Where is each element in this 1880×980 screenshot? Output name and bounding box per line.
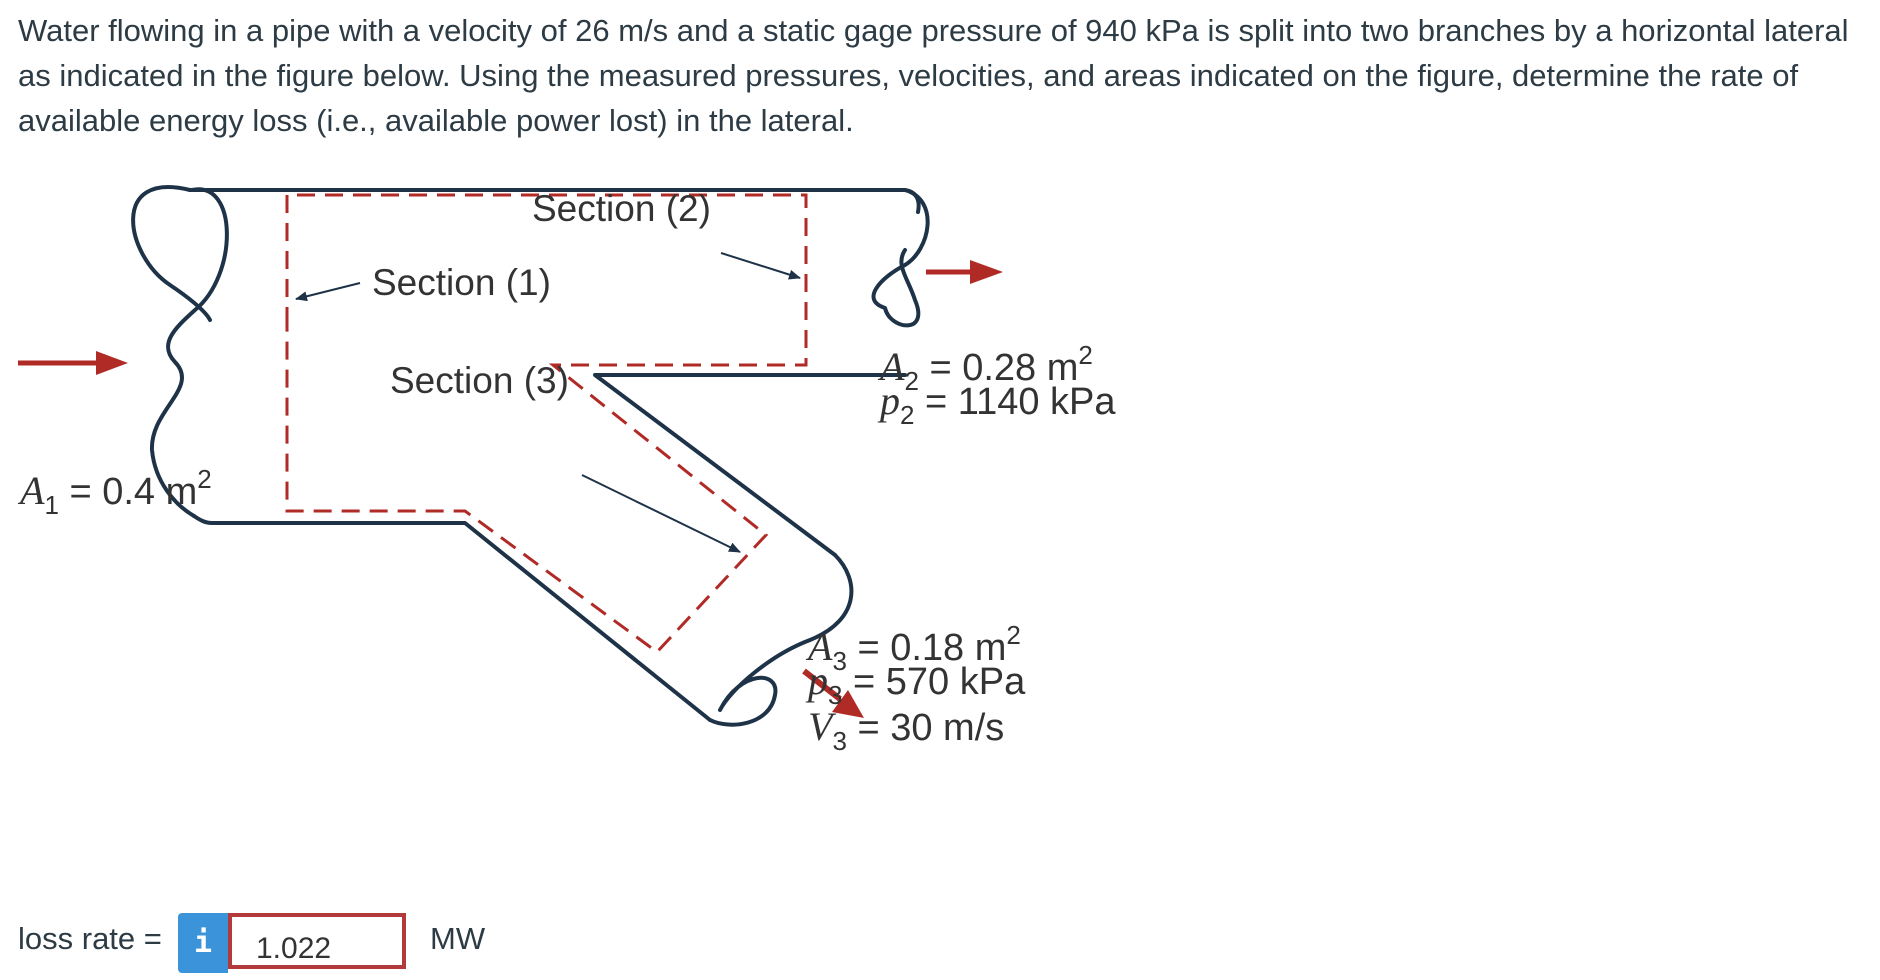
area2-label: $A_2 = 0.28$ $m^2$ (880, 340, 1093, 396)
section3-leader (582, 475, 740, 552)
loss-rate-input[interactable]: 1.022 (228, 913, 406, 969)
area1-label: $A_1 = 0.4$ $m^2$ (20, 464, 212, 520)
inlet-arrowhead-icon (96, 351, 128, 375)
pressure3-label: $p_3 = 570$ kPa (808, 658, 1026, 710)
section2-label: Section (2) (532, 188, 711, 229)
branch-lower-edge (194, 516, 710, 720)
loss-rate-label: loss rate = (18, 921, 162, 956)
section3-label: Section (3) (390, 360, 569, 401)
section1-label: Section (1) (372, 262, 551, 303)
problem-statement: Water flowing in a pipe with a velocity of 26 m/s and a static gage pressure of 940 kPa is split into two branches by a horizontal lateral as indicated in the figure below. Using the measured pressures, velocities, and areas indicated on the figure, determine the rate of available energy loss (i.e., available power lost) in the lateral. (18, 13, 1849, 138)
pressure2-label: $p_2 = 1140$ kPa (880, 378, 1116, 430)
unit-label: MW (430, 921, 486, 956)
area3-label: $A_3 = 0.18$ $m^2$ (808, 620, 1021, 676)
section1-leader (296, 283, 360, 299)
velocity3-label: $V_3 = 30$ m/s (808, 704, 1005, 756)
section2-leader (721, 253, 800, 278)
pipe-diagram (0, 150, 1880, 910)
lateral-pipe-figure (0, 150, 1880, 910)
info-icon[interactable]: i (178, 913, 228, 973)
outlet2-arrowhead-icon (970, 260, 1003, 284)
branch-upper-edge (595, 375, 905, 555)
